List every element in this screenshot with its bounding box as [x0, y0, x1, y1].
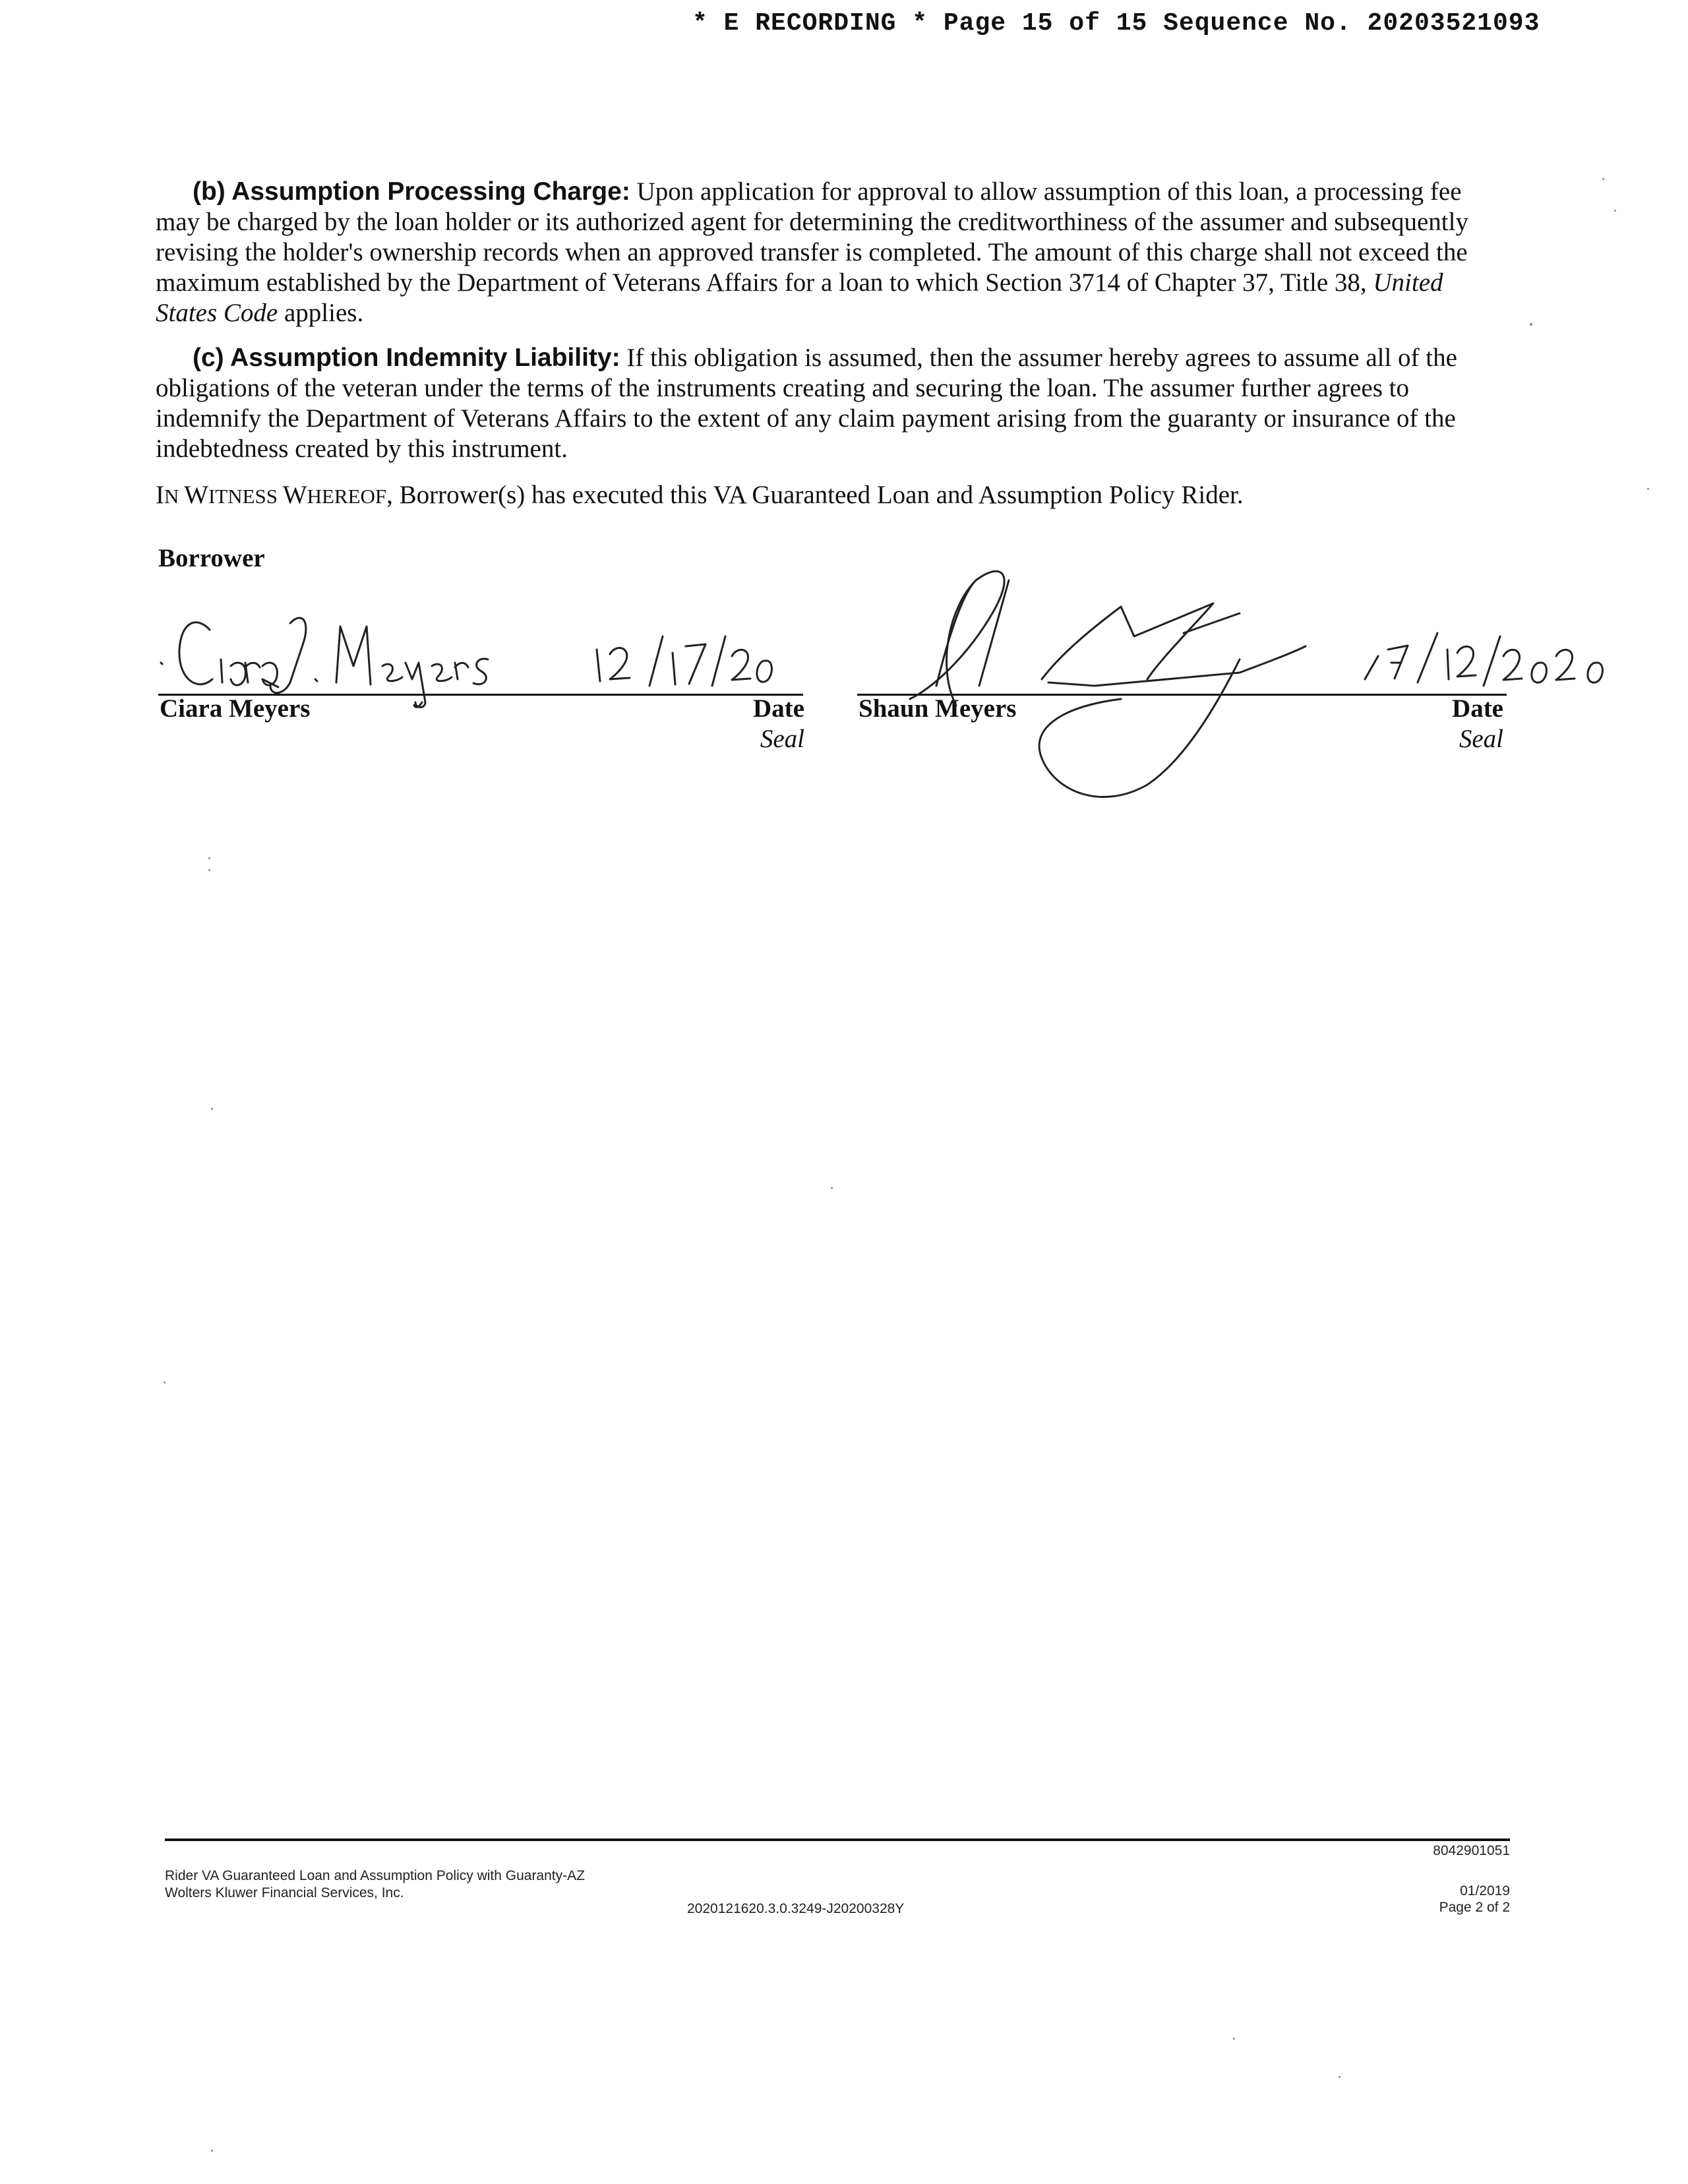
scan-speck	[208, 869, 210, 871]
scan-speck	[1614, 210, 1616, 212]
seal-label-shaun: Seal	[1459, 725, 1503, 753]
scan-speck	[1233, 2038, 1235, 2040]
footer-form-date: 01/2019	[1460, 1883, 1510, 1898]
signature-ciara	[161, 618, 488, 708]
seal-label-ciara: Seal	[760, 725, 804, 753]
footer-loan-number: 8042901051	[1433, 1843, 1510, 1858]
scan-speck	[208, 857, 210, 859]
footer-publisher: Wolters Kluwer Financial Services, Inc.	[165, 1885, 404, 1900]
date-label-ciara: Date	[753, 694, 804, 723]
scan-speck	[211, 2150, 213, 2152]
footer-doc-code: 2020121620.3.0.3249-J20200328Y	[687, 1901, 905, 1916]
scan-speck	[164, 1381, 166, 1383]
signer-name-ciara: Ciara Meyers	[160, 694, 311, 723]
footer-page-number: Page 2 of 2	[1439, 1900, 1510, 1915]
section-b-italic-text: United States Code	[156, 268, 1443, 327]
signer-name-shaun: Shaun Meyers	[859, 694, 1017, 723]
scan-speck	[831, 1187, 833, 1189]
footer-form-title: Rider VA Guaranteed Loan and Assumption Policy with Guaranty-AZ	[165, 1868, 585, 1883]
section-b-text: Upon application for approval to allow assumption of this loan, a processing fee may be charged by the loan holder or its authorized agent for determining the creditworthiness of the assumer and subsequently revising the holder's ownership records when an approved transfer is completed. The amount of this charge shall not exceed the maximum established by the Department of Veterans Affairs for a loan to which Section 3714 of Chapter 37, Title 38,	[156, 177, 1468, 297]
handwritten-date-ciara	[597, 636, 771, 686]
scan-speck	[211, 1108, 213, 1110]
section-b-heading: (b) Assumption Processing Charge:	[193, 177, 630, 206]
scan-speck	[1530, 323, 1532, 326]
section-c-heading: (c) Assumption Indemnity Liability:	[193, 344, 620, 372]
witness-statement: IN WITNESS WHEREOF, Borrower(s) has executed this VA Guaranteed Loan and Assumption Policy Rider.	[156, 481, 1244, 509]
handwritten-signatures	[0, 0, 1688, 831]
scan-speck	[1602, 178, 1604, 180]
scan-speck	[1647, 488, 1649, 490]
footer-rule	[165, 1838, 1510, 1841]
signature-shaun	[910, 571, 1306, 797]
recording-header: * E RECORDING * Page 15 of 15 Sequence No. 20203521093	[692, 9, 1540, 38]
borrower-heading: Borrower	[158, 544, 265, 572]
scan-speck	[1339, 2076, 1341, 2078]
date-label-shaun: Date	[1452, 694, 1503, 723]
handwritten-date-shaun	[1365, 633, 1602, 686]
section-b-text-end: applies.	[278, 299, 364, 327]
section-c-text: If this obligation is assumed, then the assumer hereby agrees to assume all of the obligations of the veteran under the terms of the instruments creating and securing the loan. The assumer further agrees to indemnify the Department of Veterans Affairs to the extent of any claim payment arising from the guaranty or insurance of the indebtedness created by this instrument.	[156, 344, 1457, 463]
